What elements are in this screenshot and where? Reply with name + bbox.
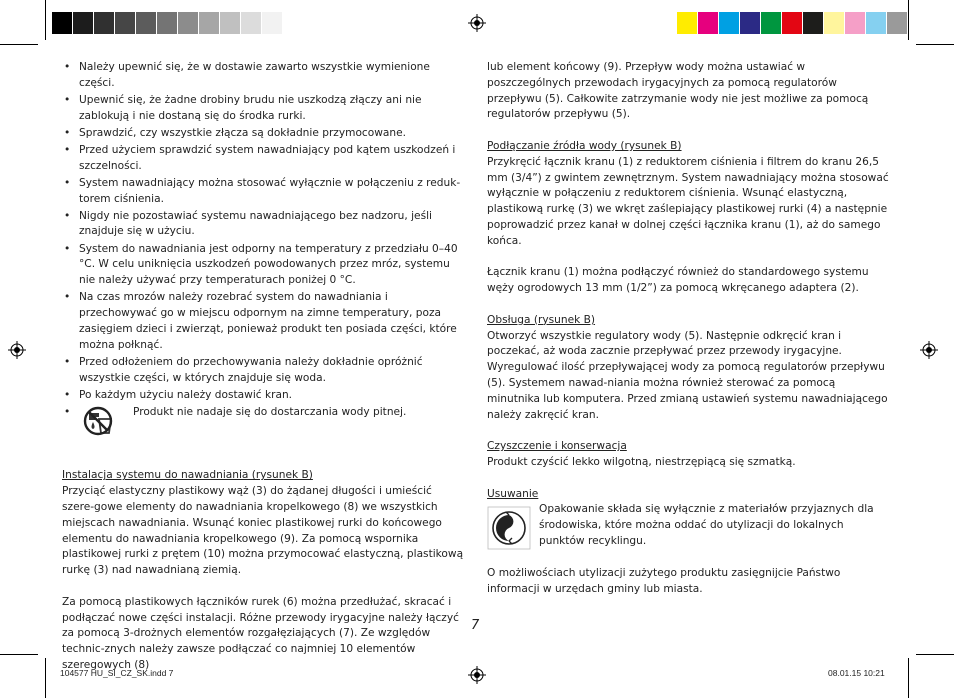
color-swatch	[782, 12, 803, 34]
left-column	[62, 60, 466, 674]
cleaning-paragraph: Produkt czyścić lekko wilgotną, niestrzępiącą się szmatką.	[487, 455, 796, 468]
gray-swatch	[178, 12, 199, 34]
gray-swatch	[94, 12, 115, 34]
list-item: • Na czas mrozów należy rozebrać system do nawadniania i przechowywać go w miejscu odpornym na zimne temperatury, poza zasięgiem dzieci i zwierząt, ponieważ produkt ten posiada części, które można połknąć.	[62, 290, 466, 353]
crop-mark-top-left-v	[45, 0, 46, 40]
registration-mark-icon	[468, 666, 486, 684]
connect-paragraph-2: Łącznik kranu (1) można podłączyć również do standardowego systemu węży ogrodowych 13 mm (1/2”) za pomocą wkręcanego adaptera (2).	[487, 266, 869, 295]
gray-swatch	[52, 12, 73, 34]
slug-date-info: 08.01.15 10:21	[828, 668, 885, 678]
list-item: • Przed odłożeniem do przechowywania należy dokładnie opróżnić wszystkie części, w których znajduje się woda.	[62, 355, 466, 387]
crop-mark-bottom-right-v	[908, 658, 909, 698]
crop-mark-bottom-right-h	[916, 654, 954, 655]
safety-bullet-list	[62, 60, 466, 403]
operation-paragraph: Otworzyć wszystkie regulatory wody (5). Następnie odkręcić kran i poczekać, aż woda zacznie przepływać przez przewody irygacyjne. Wyregulować ilość przepływającej wody za pomocą regulatorów przepływu (5). Systemem nawad-niania można również sterować za pomocą minutnika lub komputera. Przed zmianą ustawień systemu nawadniającego należy zakręcić kran.	[487, 329, 888, 421]
notice-text: • Produkt nie nadaje się do dostarczania wody pitnej.	[133, 406, 407, 419]
disposal-paragraph-1: Opakowanie składa się wyłącznie z materiałów przyjaznych dla środowiska, które można oddać do utylizacji do lokalnych punktów recyklingu.	[539, 503, 874, 547]
disposal-paragraph-2: O możliwościach utylizacji zużytego produktu zasięgnijcie Państwo informacji w urzędach gminy lub miasta.	[487, 567, 841, 595]
install-heading: Instalacja systemu do nawadniania (rysunek B)	[62, 469, 313, 482]
disposal-block	[487, 502, 891, 550]
list-item: • Nigdy nie pozostawiać systemu nawadniającego bez nadzoru, jeśli znajduje się w użyciu.	[62, 209, 466, 241]
color-swatch	[698, 12, 719, 34]
process-color-calibration-bar	[677, 12, 908, 34]
color-swatch	[719, 12, 740, 34]
crop-mark-bottom-left-v	[45, 658, 46, 698]
not-drinking-water-notice	[62, 405, 466, 437]
gray-swatch	[241, 12, 262, 34]
registration-mark-icon	[920, 341, 938, 359]
gray-swatch	[115, 12, 136, 34]
color-swatch	[887, 12, 908, 34]
grayscale-calibration-bar	[52, 12, 283, 34]
crop-mark-top-left-h	[0, 44, 38, 45]
crop-mark-top-right-h	[916, 44, 954, 45]
registration-mark-icon	[8, 341, 26, 359]
connect-heading: Podłączanie źródła wody (rysunek B)	[487, 139, 682, 152]
color-swatch	[803, 12, 824, 34]
color-swatch	[845, 12, 866, 34]
slug-file-info: 104577 HU_SI_CZ_SK.indd 7	[60, 668, 174, 678]
cleaning-heading: Czyszczenie i konserwacja	[487, 440, 627, 453]
list-item: • Należy upewnić się, że w dostawie zawarto wszystkie wymienione części.	[62, 60, 466, 92]
disposal-heading: Usuwanie	[487, 487, 539, 500]
crop-mark-top-right-v	[908, 0, 909, 40]
color-swatch	[740, 12, 761, 34]
color-swatch	[824, 12, 845, 34]
green-dot-recycling-icon	[487, 506, 531, 550]
install-paragraph-1: Przyciąć elastyczny plastikowy wąż (3) do żądanej długości i umieścić szere-gowe elementy do nawadniania kropelkowego (8) we wszystkich miejscach nawadniania. Wsunąć koniec plastikowej rurki do końcowego elementu do nawadniania kropelkowego (9). Za pomocą wspornika plastikowej rurki z prętem (10) można przymocować elastyczną, plastikową rurkę (3) nad nawadnianą ziemią.	[62, 485, 464, 577]
color-swatch	[761, 12, 782, 34]
list-item: • Upewnić się, że żadne drobiny brudu nie uszkodzą złączy ani nie zablokują i nie dostaną się do środka rurki.	[62, 93, 466, 125]
continued-paragraph: lub element końcowy (9). Przepływ wody można ustawiać w poszczególnych przewodach irygacyjnych za pomocą regulatorów przepływu (5). Całkowite zatrzymanie wody nie jest możliwe za pomocą regulatorów przepływu (5).	[487, 61, 869, 121]
no-drinking-water-icon	[81, 405, 115, 437]
crop-mark-bottom-left-h	[0, 654, 38, 655]
color-swatch	[866, 12, 887, 34]
right-column	[487, 60, 891, 598]
list-item: • Sprawdzić, czy wszystkie złącza są dokładnie przymocowane.	[62, 126, 466, 142]
color-swatch	[677, 12, 698, 34]
install-paragraph-2: Za pomocą plastikowych łączników rurek (6) można przedłużać, skracać i podłączać nowe części instalacji. Różne przewody irygacyjne należy łączyć za pomocą 3-drożnych elementów rozgałęziających (7). Ze względów technic-znych należy zawsze podłączać co najmniej 10 elementów szeregowych (8)	[62, 595, 459, 671]
gray-swatch	[199, 12, 220, 34]
gray-swatch	[136, 12, 157, 34]
gray-swatch	[262, 12, 283, 34]
gray-swatch	[73, 12, 94, 34]
operation-heading: Obsługa (rysunek B)	[487, 313, 596, 326]
gray-swatch	[157, 12, 178, 34]
gray-swatch	[220, 12, 241, 34]
registration-mark-icon	[468, 14, 486, 32]
list-item: • Przed użyciem sprawdzić system nawadniający pod kątem uszkodzeń i szczelności.	[62, 143, 466, 175]
list-item: • System nawadniający można stosować wyłącznie w połączeniu z reduk-torem ciśnienia.	[62, 176, 466, 208]
list-item: • System do nawadniania jest odporny na temperatury z przedziału 0–40 °C. W celu uniknięcia uszkodzeń powodowanych przez mróz, systemu nie należy używać przy temperaturach poniżej 0 °C.	[62, 242, 466, 289]
list-item: • Po każdym użyciu należy dostawić kran.	[62, 388, 466, 404]
connect-paragraph-1: Przykręcić łącznik kranu (1) z reduktorem ciśnienia i filtrem do kranu 26,5 mm (3/4”) z gwintem zewnętrznym. System nawadniający można stosować wyłącznie w połączeniu z reduktorem ciśnienia. Wsunąć elastyczną, plastikową rurkę (3) we wkręt zaślepiający plastikowej rurki (4) a następnie poprowadzić przez kanał w dolnej części łącznika kranu (1), aż do samego końca.	[487, 155, 889, 247]
page-number: 7	[471, 618, 480, 633]
